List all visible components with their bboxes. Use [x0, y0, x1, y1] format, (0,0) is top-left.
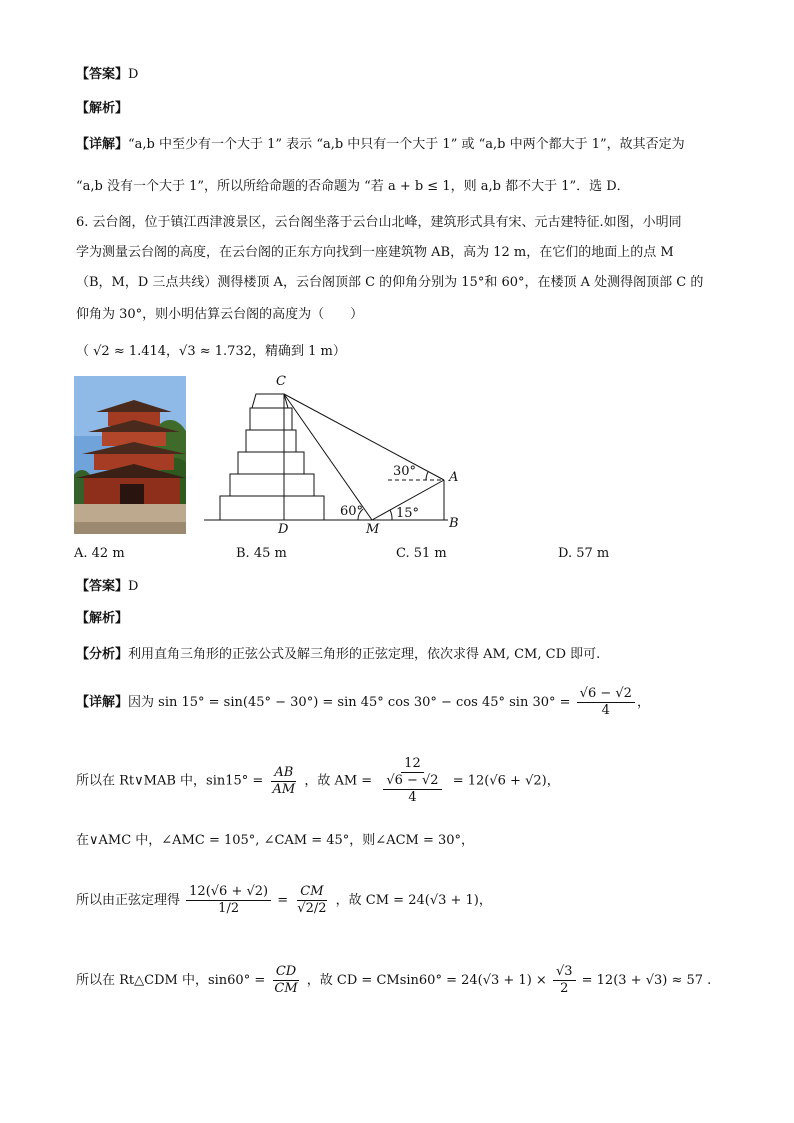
solution-step-1: 【详解】因为 sin 15° = sin(45° − 30°) = sin 45° cos 30° − cos 45° sin 30° = $\frac{√6 - √2}{4}$ ， [76, 686, 650, 718]
detail-text-1: “a,b 中至少有一个大于 1” 表示 “a,b 中只有一个大于 1” 或 “a,b 中两个都大于 1”，故其否定为 [128, 137, 685, 152]
fraction [577, 686, 635, 719]
answer-line-1 [76, 66, 138, 84]
analysis-line-2 [76, 610, 128, 628]
fenxi-text: 利用直角三角形的正弦公式及解三角形的正弦定理，依次求得 AM, CM, CD 即可. [128, 647, 601, 662]
inner-denominator: 4 [408, 790, 417, 805]
fraction-numerator: CD [273, 964, 299, 981]
analysis-line-1 [76, 100, 128, 118]
fraction-numerator: 12 [401, 756, 424, 773]
detail-label: 【详解】 [76, 137, 129, 152]
fenxi-label: 【分析】 [76, 647, 129, 662]
answer-label: 【答案】 [76, 579, 129, 594]
equals-sign: = [277, 893, 289, 908]
solution-step-5 [76, 964, 711, 997]
fraction-denominator: 1/2 [218, 901, 240, 916]
detail-text-2: “a,b 没有一个大于 1”，所以所给命题的否命题为 “若 a + b ≤ 1，则 a,b 都不大于 1”．选 D． [76, 179, 630, 194]
step2-pre: 所以在 Rt∨MAB 中，sin15° = [76, 773, 264, 789]
answer-line-2 [76, 578, 138, 596]
fraction [271, 964, 300, 997]
solution-step-2 [76, 756, 560, 806]
fraction [553, 964, 576, 997]
option-c[interactable]: C. 51 m [396, 546, 447, 561]
fraction-denominator: 4 [601, 703, 610, 718]
answer-label: 【答案】 [76, 67, 129, 82]
fraction-numerator: √6 − √2 [577, 686, 635, 703]
step5-pre: 所以在 Rt△CDM 中，sin60° = [76, 973, 266, 988]
answer-value: D [128, 579, 139, 594]
angle-15-label: 15° [396, 506, 420, 521]
analysis-label: 【解析】 [76, 611, 129, 626]
detail-line-2 [76, 178, 630, 196]
fraction-denominator: CM [274, 981, 298, 996]
analysis-label: 【解析】 [76, 101, 129, 116]
label-a: A [449, 470, 459, 485]
label-b: B [449, 516, 459, 531]
pavilion-photo [74, 376, 186, 534]
fraction-numerator: CM [297, 884, 326, 901]
question-hint [76, 343, 346, 361]
fenxi-line [76, 646, 600, 664]
question-line-3 [76, 274, 703, 292]
fraction-denominator: AM [272, 781, 296, 797]
question-text-3: （B，M，D 三点共线）测得楼顶 A，云台阁顶部 C 的仰角分别为 15°和 60°，在楼顶 A 处测得阁顶部 C 的 [76, 275, 704, 290]
label-c: C [276, 374, 286, 389]
option-b[interactable]: B. 45 m [236, 546, 287, 561]
step4-post: ，故 CM = 24(√3 + 1)， [335, 893, 492, 908]
label-d: D [278, 522, 289, 537]
solution-step-4 [76, 884, 492, 917]
fraction-denominator: 2 [560, 981, 569, 996]
question-text-4: 仰角为 30°，则小明估算云台阁的高度为（ ） [76, 307, 364, 322]
option-d[interactable]: D. 57 m [558, 546, 610, 561]
fraction-numerator: √3 [553, 964, 576, 981]
detail-line-1 [76, 136, 685, 154]
step1-text: 因为 sin 15° = sin(45° − 30°) = sin 45° cos 30° − cos 45° sin 30° = [128, 695, 571, 710]
angle-30-label: 30° [393, 464, 417, 479]
step3-text: 在∨AMC 中，∠AMC = 105°, ∠CAM = 45°，则∠ACM = 30°， [76, 833, 475, 848]
step4-pre: 所以由正弦定理得 [76, 893, 181, 908]
geometry-figure [200, 372, 470, 544]
question-text-2: 学为测量云台阁的高度，在云台阁的正东方向找到一座建筑物 AB，高为 12 m，在它们的地面上的点 M [76, 245, 674, 260]
fraction-denominator: √2/2 [297, 901, 327, 916]
question-line-1 [76, 214, 682, 232]
inner-numerator: √6 − √2 [383, 773, 441, 790]
step2-post: = 12(√6 + √2)， [452, 773, 560, 789]
fraction [269, 765, 298, 798]
question-line-4 [76, 306, 363, 324]
answer-value: D [128, 67, 139, 82]
fraction [294, 884, 329, 917]
question-line-2 [76, 244, 674, 262]
option-a[interactable]: A. 42 m [74, 546, 125, 561]
solution-step-3 [76, 832, 474, 850]
angle-60-label: 60° [340, 504, 364, 519]
fraction-denominator [378, 773, 446, 806]
step5-post: = 12(3 + √3) ≈ 57 . [581, 973, 712, 988]
hint-text: （ √2 ≈ 1.414，√3 ≈ 1.732，精确到 1 m） [76, 344, 346, 359]
step2-mid: ，故 AM = [304, 773, 373, 789]
label-m: M [366, 522, 380, 537]
compound-fraction [378, 756, 446, 806]
question-text-1: 6. 云台阁，位于镇江西津渡景区，云台阁坐落于云台山北峰，建筑形式具有宋、元古建特征.如图，小明同 [76, 215, 682, 230]
fraction [186, 884, 271, 917]
detail-label: 【详解】 [76, 695, 129, 710]
fraction-numerator: 12(√6 + √2) [186, 884, 271, 901]
fraction-numerator: AB [271, 765, 296, 782]
inner-fraction [383, 773, 441, 806]
step5-mid: ，故 CD = CMsin60° = 24(√3 + 1) × [306, 973, 547, 988]
